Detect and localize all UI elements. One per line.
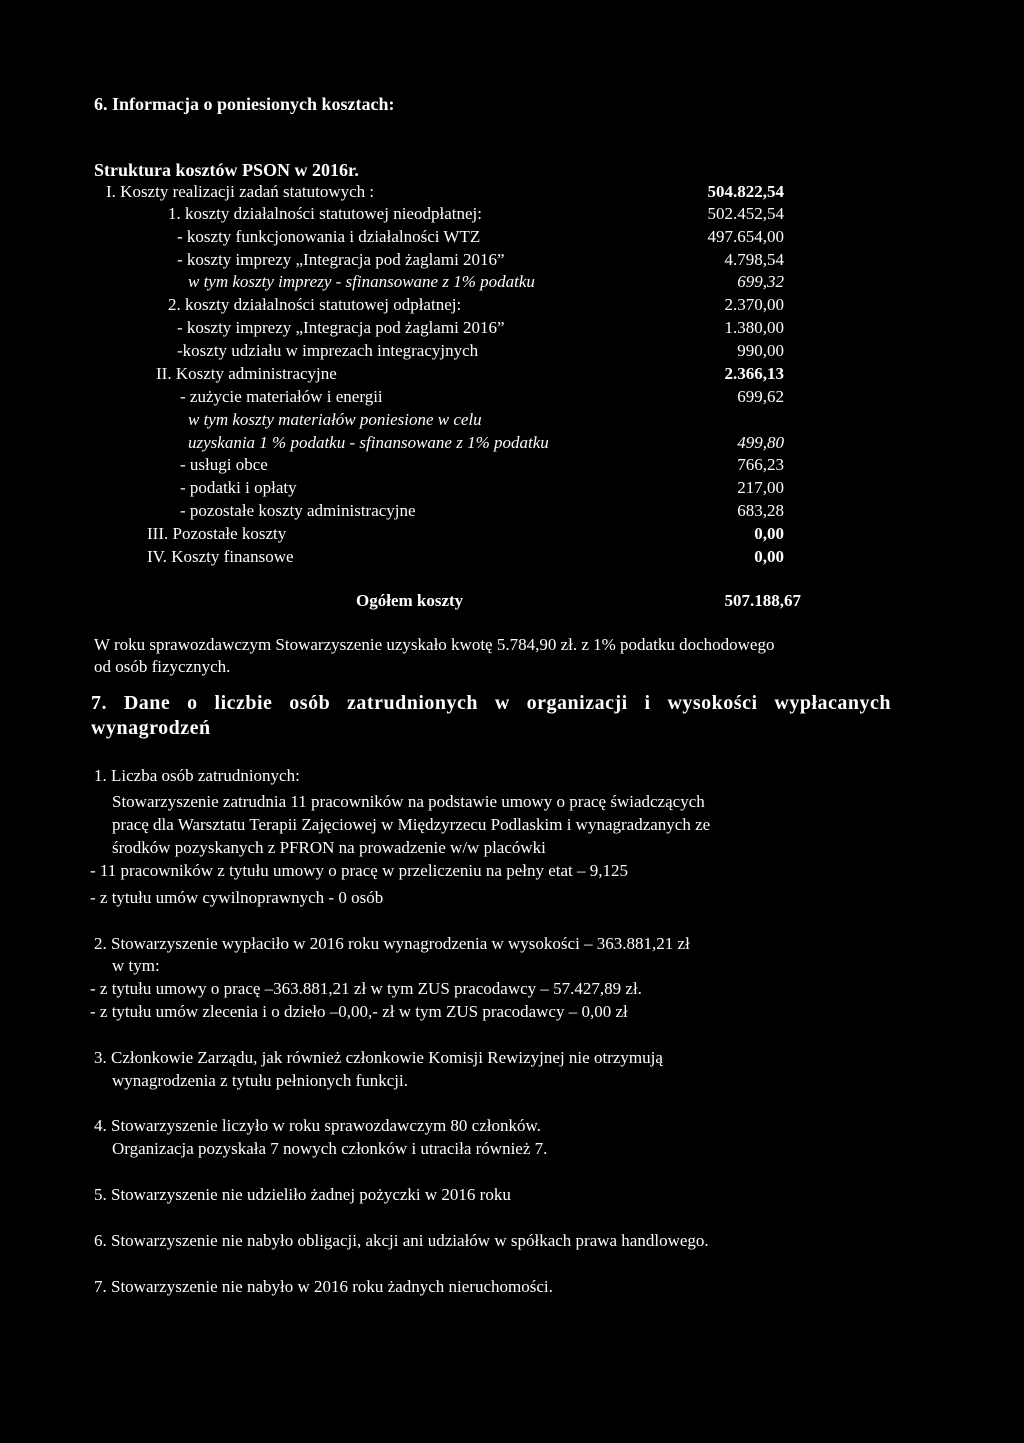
- cost-row-label: - koszty imprezy „Integracja pod żaglami 2016”: [177, 250, 505, 269]
- cost-row-label: 2. koszty działalności statutowej odpłatnej:: [168, 295, 462, 314]
- list-item: - 11 pracowników z tytułu umowy o pracę w przeliczeniu na pełny etat – 9,125: [90, 861, 629, 880]
- cost-row-value: 497.654,00: [707, 227, 784, 246]
- cost-row-value: 683,28: [737, 501, 784, 520]
- cost-row-label: - zużycie materiałów i energii: [180, 387, 383, 406]
- cost-row-label: IV. Koszty finansowe: [147, 547, 294, 566]
- cost-row-value: 499,80: [737, 433, 784, 452]
- cost-row-value: 217,00: [737, 478, 784, 497]
- cost-row-value: 699,32: [737, 272, 784, 291]
- cost-row-value: 0,00: [754, 524, 784, 543]
- list-item: 7. Stowarzyszenie nie nabyło w 2016 roku żadnych nieruchomości.: [94, 1277, 553, 1296]
- cost-row-value: 990,00: [737, 341, 784, 360]
- cost-row-label: - koszty imprezy „Integracja pod żaglami 2016”: [177, 318, 505, 337]
- cost-row-value: 2.366,13: [724, 364, 784, 383]
- cost-row-label: - koszty funkcjonowania i działalności WTZ: [177, 227, 481, 246]
- cost-row-value: 502.452,54: [707, 204, 784, 223]
- cost-row-label: II. Koszty administracyjne: [156, 364, 337, 383]
- cost-row-label: - pozostałe koszty administracyjne: [180, 501, 416, 520]
- list-item: - z tytułu umów cywilnoprawnych - 0 osób: [90, 888, 384, 907]
- cost-row-value: 2.370,00: [724, 295, 784, 314]
- section-7-title: 7. Dane o liczbie osób zatrudnionych w organizacji i wysokości wypłacanych wynagrodzeń: [91, 692, 891, 739]
- total-costs-label: Ogółem koszty: [356, 591, 464, 610]
- list-item: 3. Członkowie Zarządu, jak również członkowie Komisji Rewizyjnej nie otrzymują: [94, 1048, 663, 1067]
- cost-row-value: 699,62: [737, 387, 784, 406]
- cost-row-label: w tym koszty imprezy - sfinansowane z 1% podatku: [188, 272, 535, 291]
- cost-row-label: uzyskania 1 % podatku - sfinansowane z 1% podatku: [188, 433, 549, 452]
- cost-row-label: - podatki i opłaty: [180, 478, 297, 497]
- tax-note-line-1: W roku sprawozdawczym Stowarzyszenie uzyskało kwotę 5.784,90 zł. z 1% podatku dochodowego: [94, 635, 775, 654]
- cost-row-value: 504.822,54: [707, 182, 784, 201]
- list-item: wynagrodzenia z tytułu pełnionych funkcji.: [112, 1071, 408, 1090]
- cost-row-label: 1. koszty działalności statutowej nieodpłatnej:: [168, 204, 482, 223]
- list-item: 1. Liczba osób zatrudnionych:: [94, 766, 300, 785]
- list-item: 4. Stowarzyszenie liczyło w roku sprawozdawczym 80 członków.: [94, 1116, 541, 1135]
- section-6-title: 6. Informacja o poniesionych kosztach:: [94, 94, 395, 114]
- cost-row-label: w tym koszty materiałów poniesione w celu: [188, 410, 482, 429]
- cost-row-value: 0,00: [754, 547, 784, 566]
- cost-row-label: -koszty udziału w imprezach integracyjnych: [177, 341, 479, 360]
- tax-note-line-2: od osób fizycznych.: [94, 657, 231, 676]
- total-costs-value: 507.188,67: [724, 591, 801, 610]
- list-item: środków pozyskanych z PFRON na prowadzenie w/w placówki: [112, 838, 546, 857]
- list-item: - z tytułu umowy o pracę –363.881,21 zł w tym ZUS pracodawcy – 57.427,89 zł.: [90, 979, 642, 998]
- list-item: 2. Stowarzyszenie wypłaciło w 2016 roku wynagrodzenia w wysokości – 363.881,21 zł: [94, 934, 690, 953]
- cost-row-label: III. Pozostałe koszty: [147, 524, 287, 543]
- list-item: pracę dla Warsztatu Terapii Zajęciowej w Międzyrzecu Podlaskim i wynagradzanych ze: [112, 815, 711, 834]
- cost-row-value: 4.798,54: [724, 250, 784, 269]
- cost-row-label: I. Koszty realizacji zadań statutowych :: [106, 182, 375, 201]
- cost-row-value: 766,23: [737, 455, 784, 474]
- list-item: - z tytułu umów zlecenia i o dzieło –0,00,- zł w tym ZUS pracodawcy – 0,00 zł: [90, 1002, 628, 1021]
- cost-structure-subtitle: Struktura kosztów PSON w 2016r.: [94, 160, 359, 180]
- list-item: Stowarzyszenie zatrudnia 11 pracowników na podstawie umowy o pracę świadczących: [112, 792, 705, 811]
- list-item: 6. Stowarzyszenie nie nabyło obligacji, akcji ani udziałów w spółkach prawa handlowego.: [94, 1231, 709, 1250]
- list-item: Organizacja pozyskała 7 nowych członków i utraciła również 7.: [112, 1139, 548, 1158]
- list-item: w tym:: [112, 956, 160, 975]
- list-item: 5. Stowarzyszenie nie udzieliło żadnej pożyczki w 2016 roku: [94, 1185, 511, 1204]
- cost-row-label: - usługi obce: [180, 455, 268, 474]
- cost-row-value: 1.380,00: [724, 318, 784, 337]
